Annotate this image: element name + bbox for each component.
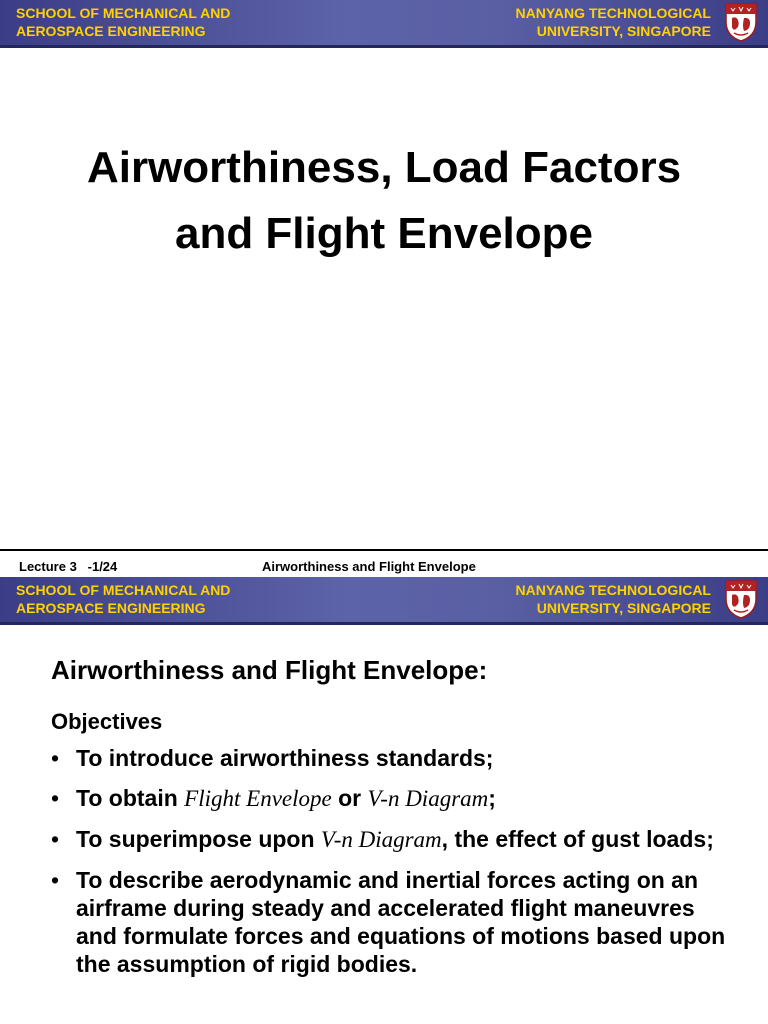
bullet-icon: •	[51, 745, 60, 771]
bullet-icon: •	[51, 867, 60, 893]
slide-footer	[0, 549, 768, 577]
lecture-page-number: Lecture 3 -1/24	[19, 559, 118, 574]
list-item: • To superimpose upon V-n Diagram, the effect of gust loads;	[51, 826, 714, 852]
university-crest-icon	[724, 579, 758, 619]
school-name: SCHOOL OF MECHANICAL AND AEROSPACE ENGINEERING	[16, 5, 231, 39]
university-crest-icon	[724, 2, 758, 42]
slide2-header	[0, 577, 768, 622]
slide2-heading: Airworthiness and Flight Envelope:	[51, 655, 488, 685]
header-rule	[0, 622, 768, 625]
bullet-icon: •	[51, 826, 60, 852]
school-name: SCHOOL OF MECHANICAL AND AEROSPACE ENGINEERING	[16, 582, 231, 616]
footer-title: Airworthiness and Flight Envelope	[262, 559, 476, 574]
list-item: • To introduce airworthiness standards;	[51, 745, 494, 771]
objectives-list	[51, 744, 731, 990]
list-item: • To obtain Flight Envelope or V-n Diagram;	[51, 785, 496, 811]
slide1-header	[0, 0, 768, 45]
bullet-icon: •	[51, 785, 60, 811]
header-rule	[0, 45, 768, 48]
slide-title: Airworthiness, Load Factors and Flight Envelope	[86, 143, 682, 258]
list-item: • To describe aerodynamic and inertial forces acting on an airframe during steady and accelerated flight maneuvres and formulate forces and equations of motions based upon the assumption of rigid bodies.	[51, 867, 726, 977]
university-name: NANYANG TECHNOLOGICAL UNIVERSITY, SINGAPORE	[515, 5, 711, 39]
university-name: NANYANG TECHNOLOGICAL UNIVERSITY, SINGAPORE	[515, 582, 711, 616]
objectives-label: Objectives	[51, 709, 163, 734]
